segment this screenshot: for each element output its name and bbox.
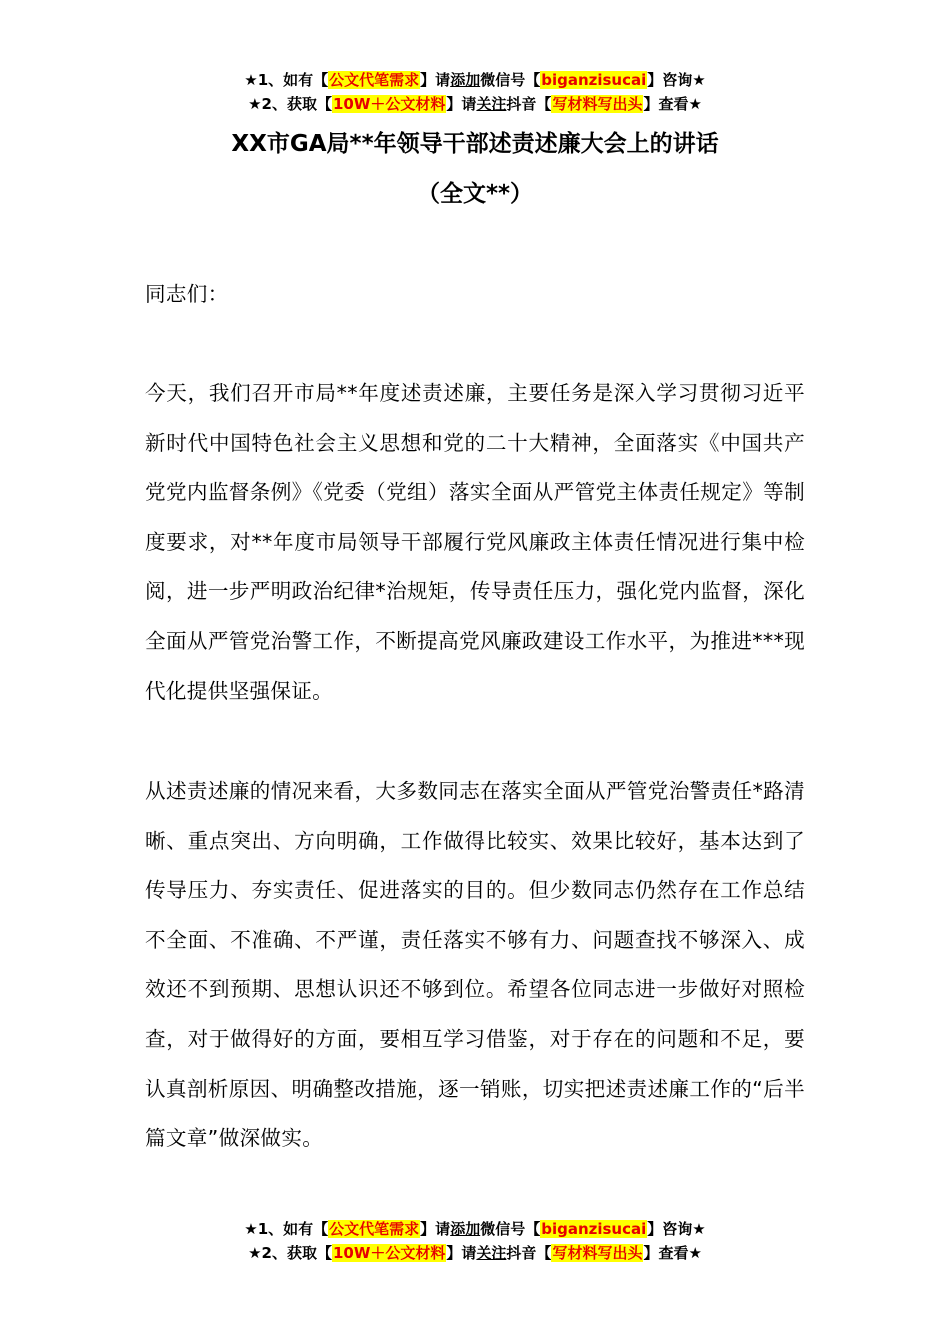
promo-line-2: [0, 1241, 950, 1265]
promo-text: 】请: [446, 95, 477, 113]
promo-text: 抖音【: [506, 95, 552, 113]
promo-text: 】请: [420, 1220, 451, 1238]
promo-text: 】请: [420, 71, 451, 89]
document-title: XX市GA局**年领导干部述责述廉大会上的讲话: [231, 131, 719, 157]
promo-banner-top: [0, 68, 950, 116]
promo-line-1: [0, 1217, 950, 1241]
salutation: 同志们：: [145, 282, 229, 306]
promo-highlight: 10W＋公文材料: [332, 95, 446, 113]
promo-line-1: [0, 68, 950, 92]
promo-underlined-text: 添加: [450, 71, 481, 89]
body-paragraph-1: 今天，我们召开市局**年度述责述廉，主要任务是深入学习贯彻习近平新时代中国特色社会主义思想和党的二十大精神，全面落实《中国共产党党内监督条例》《党委（党组）落实全面从严管党主体责任规定》等制度要求，对**年度市局领导干部履行党风廉政主体责任情况进行集中检阅，进一步严明政治纪律*治规矩，传导责任压力，强化党内监督，深化全面从严管党治警工作，不断提高党风廉政建设工作水平，为推进***现代化提供坚强保证。: [145, 381, 805, 703]
promo-suffix: 】查看★: [643, 1244, 702, 1262]
promo-underlined-text: 关注: [476, 95, 507, 113]
promo-line-2: [0, 92, 950, 116]
promo-text: 】请: [446, 1244, 477, 1262]
promo-prefix: ★2、获取【: [248, 95, 332, 113]
promo-text: 微信号【: [480, 1220, 541, 1238]
promo-suffix: 】查看★: [643, 95, 702, 113]
promo-underlined-text: 添加: [450, 1220, 481, 1238]
promo-highlight: 写材料写出头: [552, 95, 643, 113]
promo-highlight: 公文代笔需求: [329, 71, 420, 89]
promo-highlight: 10W＋公文材料: [332, 1244, 446, 1262]
promo-underlined-text: 关注: [476, 1244, 507, 1262]
promo-prefix: ★2、获取【: [248, 1244, 332, 1262]
promo-highlight: 公文代笔需求: [329, 1220, 420, 1238]
promo-highlight: biganzisucai: [541, 1220, 647, 1238]
promo-text: 微信号【: [480, 71, 541, 89]
body-paragraph-2: 从述责述廉的情况来看，大多数同志在落实全面从严管党治警责任*路清晰、重点突出、方向明确，工作做得比较实、效果比较好，基本达到了传导压力、夯实责任、促进落实的目的。但少数同志仍然存在工作总结不全面、不准确、不严谨，责任落实不够有力、问题查找不够深入、成效还不到预期、思想认识还不够到位。希望各位同志进一步做好对照检查，对于做得好的方面，要相互学习借鉴，对于存在的问题和不足，要认真剖析原因、明确整改措施，逐一销账，切实把述责述廉工作的“后半篇文章”做深做实。: [145, 779, 805, 1151]
promo-suffix: 】咨询★: [647, 71, 706, 89]
promo-prefix: ★1、如有【: [244, 1220, 329, 1238]
promo-highlight: 写材料写出头: [552, 1244, 643, 1262]
promo-prefix: ★1、如有【: [244, 71, 329, 89]
promo-suffix: 】咨询★: [647, 1220, 706, 1238]
promo-highlight: biganzisucai: [541, 71, 647, 89]
promo-banner-bottom: [0, 1217, 950, 1265]
promo-text: 抖音【: [506, 1244, 552, 1262]
document-subtitle: （全文**）: [416, 181, 534, 207]
